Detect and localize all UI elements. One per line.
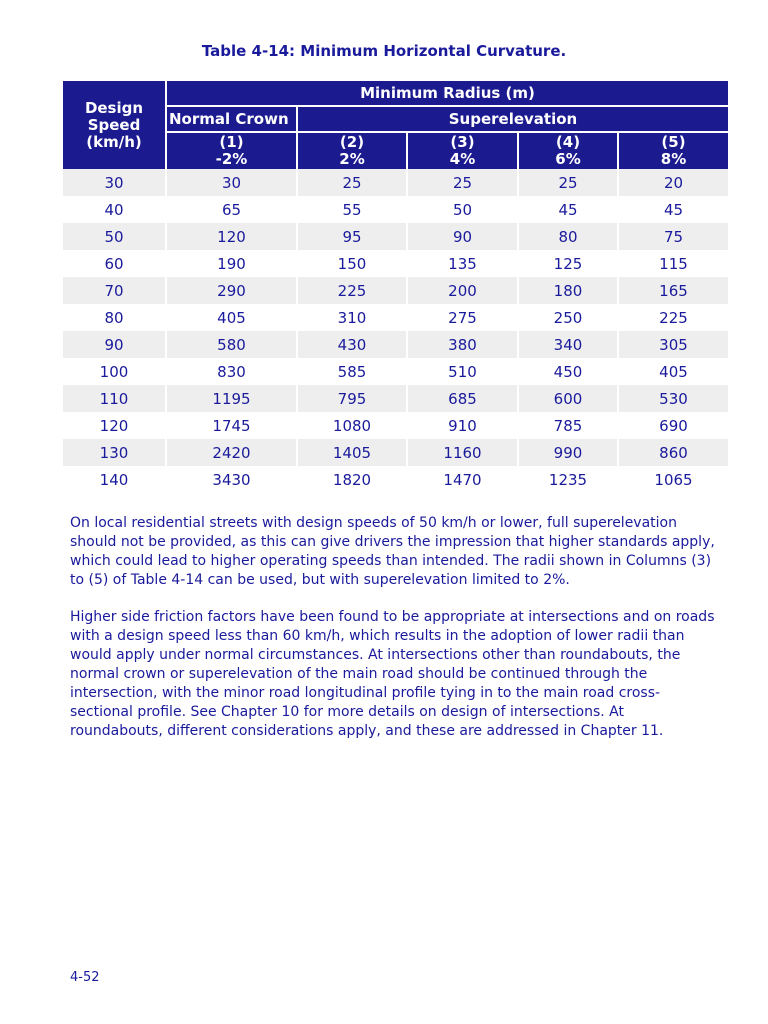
radius-cell: 380 bbox=[407, 331, 518, 358]
radius-cell: 690 bbox=[618, 412, 728, 439]
design-speed-cell: 30 bbox=[63, 169, 166, 196]
radius-cell: 30 bbox=[166, 169, 297, 196]
radius-cell: 125 bbox=[518, 250, 618, 277]
table-row bbox=[63, 331, 728, 358]
table-header bbox=[63, 81, 728, 169]
radius-cell: 1405 bbox=[297, 439, 407, 466]
design-speed-cell: 70 bbox=[63, 277, 166, 304]
table-body bbox=[63, 169, 728, 493]
column-header-5 bbox=[618, 132, 728, 169]
table-title: Table 4-14: Minimum Horizontal Curvature. bbox=[201, 42, 567, 60]
column-header-1 bbox=[166, 132, 297, 169]
design-speed-cell: 110 bbox=[63, 385, 166, 412]
radius-cell: 600 bbox=[518, 385, 618, 412]
normal-crown-header: Normal Crown bbox=[166, 106, 297, 132]
design-speed-cell: 100 bbox=[99, 362, 129, 381]
radius-cell: 405 bbox=[166, 304, 297, 331]
radius-cell: 135 bbox=[407, 250, 518, 277]
design-speed-cell: 60 bbox=[104, 254, 124, 273]
radius-cell: 1235 bbox=[518, 466, 618, 493]
column-header-4 bbox=[518, 132, 618, 169]
radius-cell: 50 bbox=[407, 196, 518, 223]
radius-cell: 95 bbox=[297, 223, 407, 250]
radius-cell: 225 bbox=[618, 304, 728, 331]
radius-cell: 910 bbox=[407, 412, 518, 439]
radius-cell: 305 bbox=[618, 331, 728, 358]
radius-cell: 25 bbox=[297, 169, 407, 196]
radius-cell: 180 bbox=[518, 277, 618, 304]
radius-cell: 860 bbox=[618, 439, 728, 466]
column-number: (3) bbox=[450, 133, 475, 151]
radius-cell: 580 bbox=[166, 331, 297, 358]
radius-cell: 190 bbox=[166, 250, 297, 277]
radius-cell: 1065 bbox=[618, 466, 728, 493]
radius-cell: 115 bbox=[618, 250, 728, 277]
radius-cell: 45 bbox=[618, 196, 728, 223]
table-row bbox=[63, 223, 728, 250]
radius-cell: 150 bbox=[297, 250, 407, 277]
design-speed-cell: 50 bbox=[63, 223, 166, 250]
radius-cell: 165 bbox=[618, 277, 728, 304]
radius-cell: 510 bbox=[407, 358, 518, 385]
design-speed-header-line: (km/h) bbox=[86, 132, 142, 151]
radius-cell: 450 bbox=[518, 358, 618, 385]
design-speed-cell: 80 bbox=[104, 308, 124, 327]
radius-cell: 990 bbox=[518, 439, 618, 466]
radius-cell: 785 bbox=[518, 412, 618, 439]
radius-cell: 340 bbox=[518, 331, 618, 358]
column-number: (1) bbox=[219, 133, 244, 151]
radius-cell: 830 bbox=[166, 358, 297, 385]
radius-cell: 585 bbox=[297, 358, 407, 385]
radius-cell: 1470 bbox=[407, 466, 518, 493]
table-row bbox=[63, 277, 728, 304]
min-horizontal-curvature-table bbox=[63, 81, 728, 493]
design-speed-cell: 130 bbox=[63, 439, 166, 466]
radius-cell: 80 bbox=[518, 223, 618, 250]
table-row bbox=[63, 304, 728, 331]
radius-cell: 795 bbox=[297, 385, 407, 412]
radius-cell: 200 bbox=[407, 277, 518, 304]
radius-cell: 290 bbox=[166, 277, 297, 304]
radius-cell: 1195 bbox=[166, 385, 297, 412]
design-speed-cell: 140 bbox=[99, 470, 129, 489]
radius-cell: 3430 bbox=[166, 466, 297, 493]
design-speed-cell: 120 bbox=[99, 416, 129, 435]
radius-cell: 25 bbox=[518, 169, 618, 196]
column-percent: -2% bbox=[215, 150, 248, 168]
table-row bbox=[63, 412, 728, 439]
radius-cell: 1745 bbox=[166, 412, 297, 439]
radius-cell: 250 bbox=[518, 304, 618, 331]
column-number: (2) bbox=[339, 133, 365, 151]
radius-cell: 65 bbox=[166, 196, 297, 223]
page-number: 4-52 bbox=[70, 970, 100, 985]
column-header-3 bbox=[407, 132, 518, 169]
radius-cell: 55 bbox=[297, 196, 407, 223]
paragraph-side-friction: Higher side friction factors have been found to be appropriate at intersections and on roads with a design speed less than 60 km/h, which results in the adoption of lower radii than would apply under normal circumstances. At intersections other than roundabouts, the normal crown or superelevation of the main road should be continued through the intersection, with the minor road longitudinal profile tying in to the main road cross-sectional profile. See Chapter 10 for more details on design of intersections. At roundabouts, different considerations apply, and these are addressed in Chapter 11. bbox=[70, 609, 715, 739]
radius-cell: 120 bbox=[166, 223, 297, 250]
design-speed-header bbox=[63, 81, 166, 169]
design-speed-header-line: Design bbox=[84, 98, 144, 117]
radius-cell: 45 bbox=[518, 196, 618, 223]
table-row bbox=[63, 439, 728, 466]
table-row bbox=[63, 169, 728, 196]
table-row bbox=[63, 385, 728, 412]
table-row bbox=[63, 466, 728, 493]
radius-cell: 530 bbox=[618, 385, 728, 412]
column-header-2 bbox=[297, 132, 407, 169]
radius-cell: 20 bbox=[618, 169, 728, 196]
superelevation-header: Superelevation bbox=[297, 106, 728, 132]
design-speed-header-line: Speed bbox=[87, 115, 141, 134]
radius-cell: 1160 bbox=[407, 439, 518, 466]
min-radius-header: Minimum Radius (m) bbox=[166, 81, 728, 106]
table-row bbox=[63, 196, 728, 223]
column-percent: 2% bbox=[339, 150, 365, 168]
radius-cell: 90 bbox=[407, 223, 518, 250]
radius-cell: 430 bbox=[297, 331, 407, 358]
column-percent: 4% bbox=[449, 150, 476, 168]
column-number: (5) bbox=[661, 133, 686, 151]
radius-cell: 310 bbox=[297, 304, 407, 331]
radius-cell: 1820 bbox=[297, 466, 407, 493]
table-row bbox=[63, 250, 728, 277]
radius-cell: 685 bbox=[407, 385, 518, 412]
column-percent: 8% bbox=[660, 150, 687, 168]
column-percent: 6% bbox=[555, 150, 581, 168]
column-number: (4) bbox=[555, 133, 581, 151]
design-speed-cell: 40 bbox=[104, 200, 124, 219]
table-row bbox=[63, 358, 728, 385]
design-speed-cell: 90 bbox=[63, 331, 166, 358]
radius-cell: 2420 bbox=[166, 439, 297, 466]
radius-cell: 75 bbox=[618, 223, 728, 250]
radius-cell: 1080 bbox=[297, 412, 407, 439]
radius-cell: 25 bbox=[407, 169, 518, 196]
radius-cell: 405 bbox=[618, 358, 728, 385]
radius-cell: 225 bbox=[297, 277, 407, 304]
paragraph-residential-streets: On local residential streets with design speeds of 50 km/h or lower, full superelevation should not be provided, as this can give drivers the impression that higher standards apply, which could lead to higher operating speeds than intended. The radii shown in Columns (3) to (5) of Table 4-14 can be used, but with superelevation limited to 2%. bbox=[70, 515, 715, 588]
radius-cell: 275 bbox=[407, 304, 518, 331]
